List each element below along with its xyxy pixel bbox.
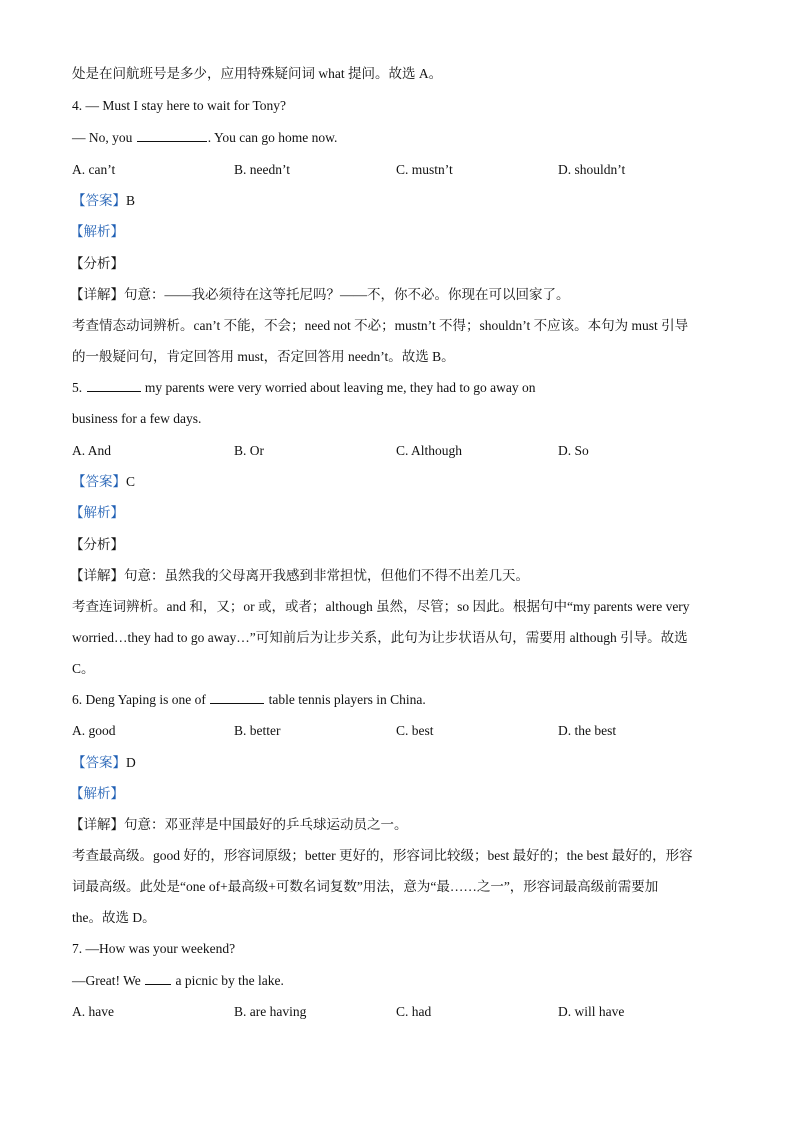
detail-text: 句意：邓亚萍是中国最好的乒乓球运动员之一。	[124, 817, 408, 832]
reply-text: — No, you	[72, 130, 133, 145]
explanation-line: 考查情态动词辨析。can’t 不能，不会；need not 不必；mustn’t 不得；shouldn’t 不应该。本句为 must 引导	[72, 318, 689, 333]
answer-line	[72, 472, 135, 492]
question-7-reply	[72, 971, 284, 991]
explanation-line: 考查最高级。good 好的，形容词原级；better 更好的，形容词比较级；best 最好的；the best 最好的，形容	[72, 848, 693, 863]
answer-tag: 【答案】	[72, 193, 126, 208]
reply-text: . You can go home now.	[207, 130, 338, 145]
explanation-line: 词最高级。此处是“one of+最高级+可数名词复数”用法，意为“最……之一”，形容词最高级前需要加	[72, 879, 659, 894]
analysis-tag: 【解析】	[70, 786, 124, 801]
option-b: B. needn’t	[234, 162, 290, 177]
detail-line	[70, 815, 408, 835]
option-d: D. So	[558, 443, 589, 458]
question-4-stem: 4. — Must I stay here to wait for Tony?	[72, 98, 287, 113]
analysis-tag: 【解析】	[70, 224, 124, 239]
detail-line	[70, 285, 570, 305]
option-c: C. best	[396, 723, 434, 738]
option-a: A. good	[72, 723, 116, 738]
explanation-line: 考查连词辨析。and 和，又；or 或，或者；although 虽然，尽管；so 因此。根据句中“my parents were very	[72, 599, 690, 614]
answer-tag: 【答案】	[72, 755, 126, 770]
detail-line	[70, 566, 529, 586]
text-line: 处是在问航班号是多少，应用特殊疑问词 what 提问。故选 A。	[72, 66, 443, 81]
explanation-line: the。故选 D。	[72, 910, 156, 925]
option-b: B. Or	[234, 443, 264, 458]
option-b: B. better	[234, 723, 281, 738]
answer-line	[72, 191, 135, 211]
question-7-stem: 7. —How was your weekend?	[72, 941, 236, 956]
question-4-reply	[72, 128, 337, 148]
question-5-stem-cont: business for a few days.	[72, 411, 202, 426]
stem-text: my parents were very worried about leaving me, they had to go away on	[144, 380, 536, 395]
answer-value: C	[126, 474, 136, 489]
explanation-line: worried…they had to go away…”可知前后为让步关系，此句为让步状语从句，需要用 although 引导。故选	[72, 630, 688, 645]
detail-text: 句意：——我必须待在这等托尼吗？——不，你不必。你现在可以回家了。	[124, 287, 570, 302]
answer-value: B	[126, 193, 136, 208]
answer-blank	[145, 971, 171, 985]
option-d: D. shouldn’t	[558, 162, 626, 177]
detail-tag: 【详解】	[70, 287, 124, 302]
option-b: B. are having	[234, 1004, 307, 1019]
explanation-line: C。	[72, 661, 95, 676]
stem-text: 6. Deng Yaping is one of	[72, 692, 206, 707]
answer-value: D	[126, 755, 136, 770]
detail-tag: 【详解】	[70, 568, 124, 583]
answer-tag: 【答案】	[72, 474, 126, 489]
option-c: C. mustn’t	[396, 162, 453, 177]
answer-blank	[137, 128, 207, 142]
detail-tag: 【详解】	[70, 817, 124, 832]
answer-line	[72, 753, 136, 773]
fenxi-tag: 【分析】	[70, 256, 124, 271]
stem-text: table tennis players in China.	[268, 692, 426, 707]
option-c: C. Although	[396, 443, 463, 458]
answer-blank	[87, 378, 141, 392]
option-a: A. have	[72, 1004, 114, 1019]
reply-text: a picnic by the lake.	[175, 973, 284, 988]
reply-text: —Great! We	[72, 973, 141, 988]
option-a: A. can’t	[72, 162, 116, 177]
answer-blank	[210, 690, 264, 704]
question-6-stem	[72, 690, 426, 710]
option-a: A. And	[72, 443, 112, 458]
question-5-stem	[72, 378, 536, 398]
option-c: C. had	[396, 1004, 432, 1019]
fenxi-tag: 【分析】	[70, 537, 124, 552]
explanation-line: 的一般疑问句，肯定回答用 must，否定回答用 needn’t。故选 B。	[72, 349, 455, 364]
detail-text: 句意：虽然我的父母离开我感到非常担忧，但他们不得不出差几天。	[124, 568, 529, 583]
option-d: D. the best	[558, 723, 617, 738]
option-d: D. will have	[558, 1004, 625, 1019]
question-number: 5.	[72, 380, 83, 395]
analysis-tag: 【解析】	[70, 505, 124, 520]
